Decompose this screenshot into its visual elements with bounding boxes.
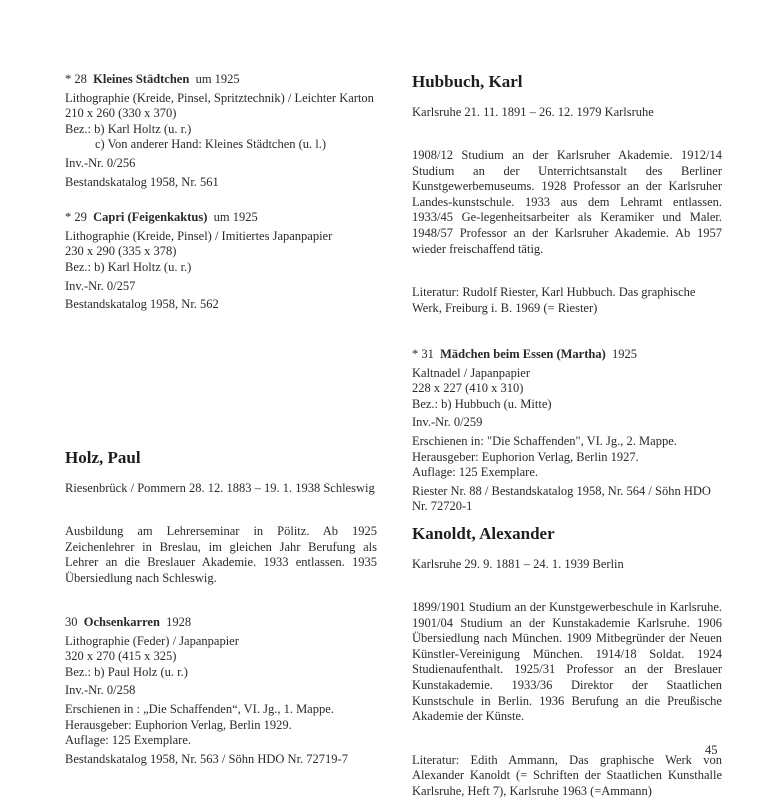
artist-literature: Literatur: Edith Ammann, Das graphische Werk von Alexander Kanoldt (= Schriften der Staatlichen Kunsthalle Karlsruhe, Heft 7), Karlsruhe 1963 (=Ammann) bbox=[412, 752, 722, 799]
entry-inscription-secondary: c) Von anderer Hand: Kleines Städtchen (u. l.) bbox=[95, 137, 327, 152]
artist-name: Hubbuch, Karl bbox=[412, 72, 523, 91]
artist-literature: Literatur: Rudolf Riester, Karl Hubbuch. Das graphische Werk, Freiburg i. B. 1969 (= Riester) bbox=[412, 285, 696, 315]
catalog-entry-31 bbox=[412, 347, 722, 515]
entry-inscription: Bez.: b) Karl Holtz (u. r.) bbox=[65, 259, 192, 274]
entry-inventory-number: Inv.-Nr. 0/258 bbox=[65, 683, 136, 698]
catalog-entry-28 bbox=[65, 72, 377, 190]
entry-date: 1928 bbox=[166, 614, 192, 629]
left-column bbox=[65, 72, 377, 313]
entry-title: Kleines Städtchen bbox=[93, 72, 190, 86]
entry-publisher: Herausgeber: Euphorion Verlag, Berlin 1927. bbox=[412, 449, 639, 464]
entry-edition: Auflage: 125 Exemplare. bbox=[65, 733, 191, 748]
entry-publication: Erschienen in: "Die Schaffenden", VI. Jg., 2. Mappe. bbox=[412, 433, 677, 448]
page-number: 45 bbox=[705, 743, 718, 757]
entry-number: * 31 bbox=[412, 346, 434, 361]
artist-name: Holz, Paul bbox=[65, 448, 141, 467]
catalog-entry-30 bbox=[65, 615, 377, 767]
entry-inventory-number: Inv.-Nr. 0/257 bbox=[65, 278, 136, 293]
artist-life-dates: Karlsruhe 21. 11. 1891 – 26. 12. 1979 Karlsruhe bbox=[412, 104, 654, 119]
entry-size: 320 x 270 (415 x 325) bbox=[65, 649, 177, 664]
catalog-entry-29 bbox=[65, 210, 377, 313]
entry-title: Ochsenkarren bbox=[83, 614, 160, 629]
entry-heading bbox=[65, 210, 377, 226]
entry-inventory-number: Inv.-Nr. 0/259 bbox=[412, 415, 483, 430]
artist-name: Kanoldt, Alexander bbox=[412, 524, 555, 543]
entry-inscription: Bez.: b) Karl Holtz (u. r.) bbox=[65, 121, 192, 136]
entry-technique: Lithographie (Kreide, Pinsel) / Imitiertes Japanpapier bbox=[65, 228, 333, 243]
artist-biography: 1908/12 Studium an der Karlsruher Akademie. 1912/14 Studium an der Unterrichtsanstalt des Berliner Kunstgewerbemuseums. 1928 Professor an der Karlsruher Landes-kunstschule. 1933 aus dem Lehramt entlassen. 1933/45 Ge-legenheitsarbeiter als Keramiker und Maler. 1948/57 Professor an der Karlsruher Akademie. Ab 1957 wieder freischaffend tätig. bbox=[412, 148, 722, 256]
entry-publisher: Herausgeber: Euphorion Verlag, Berlin 1929. bbox=[65, 717, 292, 732]
entry-catalog-reference: Bestandskatalog 1958, Nr. 563 / Söhn HDO Nr. 72719-7 bbox=[65, 751, 348, 766]
artist-biography: 1899/1901 Studium an der Kunstgewerbeschule in Karlsruhe. 1901/04 Studium an der Kunstakademie Karlsruhe. 1906 Übersiedlung nach München. 1909 Mitbegründer der Neuen Künstler-Vereinigung München. 1914/18 Soldat. 1924 Studienaufenthalt. 1925/31 Professor an der Breslauer Kunstakademie. 1933/36 Direktor der Staatlichen Kunstschule in Berlin. 1936 Berufung an die Preußische Akademie der Künste. bbox=[412, 600, 722, 724]
artist-life-dates: Riesenbrück / Pommern 28. 12. 1883 – 19. 1. 1938 Schleswig bbox=[65, 480, 375, 495]
entry-edition: Auflage: 125 Exemplare. bbox=[412, 465, 538, 480]
entry-date: um 1925 bbox=[213, 210, 258, 225]
entry-title: Capri (Feigenkaktus) bbox=[93, 210, 208, 225]
artist-life-dates: Karlsruhe 29. 9. 1881 – 24. 1. 1939 Berlin bbox=[412, 556, 624, 571]
artist-section-hubbuch bbox=[412, 72, 722, 515]
entry-number: * 29 bbox=[65, 210, 87, 225]
entry-size: 210 x 260 (330 x 370) bbox=[65, 106, 177, 121]
entry-technique: Kaltnadel / Japanpapier bbox=[412, 365, 531, 380]
entry-number: 30 bbox=[65, 614, 78, 629]
entry-title: Mädchen beim Essen (Martha) bbox=[440, 346, 606, 361]
entry-size: 230 x 290 (335 x 378) bbox=[65, 244, 177, 259]
entry-inscription: Bez.: b) Hubbuch (u. Mitte) bbox=[412, 396, 552, 411]
entry-technique: Lithographie (Feder) / Japanpapier bbox=[65, 633, 239, 648]
entry-number: * 28 bbox=[65, 72, 87, 86]
entry-inscription: Bez.: b) Paul Holz (u. r.) bbox=[65, 664, 188, 679]
entry-size: 228 x 227 (410 x 310) bbox=[412, 381, 524, 396]
artist-section-kanoldt bbox=[412, 524, 722, 812]
entry-inventory-number: Inv.-Nr. 0/256 bbox=[65, 155, 136, 170]
entry-heading bbox=[65, 615, 377, 631]
entry-publication: Erschienen in : „Die Schaffenden“, VI. Jg., 1. Mappe. bbox=[65, 701, 334, 716]
entry-heading bbox=[65, 72, 377, 88]
entry-date: um 1925 bbox=[195, 72, 240, 86]
entry-catalog-reference: Riester Nr. 88 / Bestandskatalog 1958, Nr. 564 / Söhn HDO Nr. 72720-1 bbox=[412, 483, 711, 514]
entry-date: 1925 bbox=[612, 346, 637, 361]
artist-biography: Ausbildung am Lehrerseminar in Pölitz. Ab 1925 Zeichenlehrer in Breslau, im gleichen Jahr Berufung als Lehrer an die Breslauer Akademie. 1933 entlassen. 1935 Übersiedlung nach Schleswig. bbox=[65, 524, 377, 585]
artist-section-holz bbox=[65, 448, 377, 767]
entry-heading bbox=[412, 347, 722, 363]
entry-technique: Lithographie (Kreide, Pinsel, Spritztechnik) / Leichter Karton bbox=[65, 90, 374, 105]
entry-catalog-reference: Bestandskatalog 1958, Nr. 562 bbox=[65, 297, 219, 312]
entry-catalog-reference: Bestandskatalog 1958, Nr. 561 bbox=[65, 174, 219, 189]
